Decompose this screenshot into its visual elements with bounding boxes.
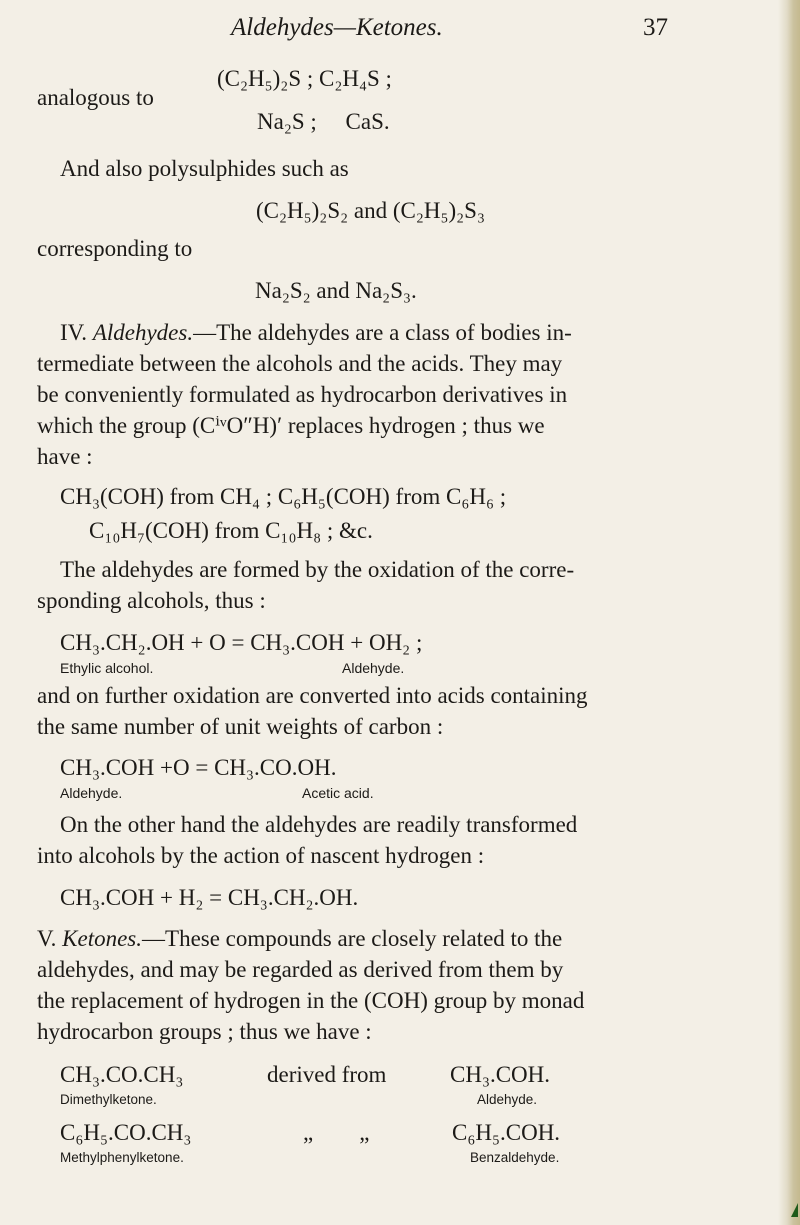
ketone-row-1-label-right: Aldehyde. (477, 1092, 538, 1107)
aldehyde-formula-a: CH₃(COH) from CH₄ ; C₆H₅(COH) from C₆H₆ ; (60, 484, 507, 509)
formula-top-1: (C₂H₅)₂S ; C₂H₄S ; (217, 66, 392, 91)
page-number: 37 (643, 14, 668, 41)
equation-2: CH₃.COH +O = CH₃.CO.OH. (60, 755, 337, 780)
section-4-text-2: termediate between the alcohols and the acids. They may (37, 351, 563, 376)
ketone-row-2-label-left: Methylphenylketone. (60, 1150, 184, 1165)
page-edge-shadow (778, 0, 800, 1225)
equation-1-label-aldehyde: Aldehyde. (342, 660, 405, 676)
ketone-row-1-left: CH₃.CO.CH₃ (60, 1062, 184, 1087)
corresponding-label: corresponding to (37, 236, 193, 261)
section-5-text-1: —These compounds are closely related to the (142, 926, 563, 951)
equation-1-label-ethylic: Ethylic alcohol. (60, 660, 154, 676)
ketone-row-2-right: C₆H₅.COH. (452, 1120, 561, 1145)
oxidation-text-2: sponding alcohols, thus : (37, 588, 266, 613)
equation-3: CH₃.COH + H₂ = CH₃.CH₂.OH. (60, 885, 359, 910)
poly-formula-2: Na₂S₂ and Na₂S₃. (255, 278, 417, 303)
section-4-text-5: have : (37, 444, 93, 469)
ketone-row-1-mid: derived from (267, 1062, 387, 1087)
section-4-text-3: be conveniently formulated as hydrocarbon derivatives in (37, 382, 568, 407)
section-5-text-2: aldehydes, and may be regarded as derived from them by (37, 957, 564, 982)
poly-formula-1: (C₂H₅)₂S₂ and (C₂H₅)₂S₃ (256, 198, 485, 223)
ketone-row-2-mid: „ „ (303, 1120, 370, 1145)
oxidation-text-1: The aldehydes are formed by the oxidation of the corre- (60, 557, 575, 582)
section-4-number: IV. (60, 320, 88, 345)
section-5-heading: Ketones. (62, 926, 143, 951)
ketone-row-2-left: C₆H₅.CO.CH₃ (60, 1120, 192, 1145)
other-hand-text-1: On the other hand the aldehydes are readily transformed (60, 812, 578, 837)
section-4-text-4: which the group (CⁱᵛO″H)′ replaces hydrogen ; thus we (37, 413, 545, 438)
equation-1: CH₃.CH₂.OH + O = CH₃.COH + OH₂ ; (60, 630, 423, 655)
poly-intro: And also polysulphides such as (60, 156, 349, 181)
section-5-text-4: hydrocarbon groups ; thus we have : (37, 1019, 372, 1044)
section-4-first-line (60, 320, 572, 346)
analogous-label: analogous to (37, 85, 154, 110)
aldehyde-formula-b: C₁₀H₇(COH) from C₁₀H₈ ; &c. (89, 518, 373, 543)
section-5-number: V. (37, 926, 57, 951)
other-hand-text-2: into alcohols by the action of nascent hydrogen : (37, 843, 485, 868)
section-5-first-line (37, 926, 562, 952)
section-4-heading: Aldehydes. (92, 320, 194, 345)
section-4-text-1: —The aldehydes are a class of bodies in- (193, 320, 572, 345)
corner-mark (791, 1203, 798, 1217)
section-5-text-3: the replacement of hydrogen in the (COH) group by monad (37, 988, 585, 1013)
further-text-1: and on further oxidation are converted into acids containing (37, 683, 588, 708)
running-header: Aldehydes—Ketones. (231, 14, 443, 41)
further-text-2: the same number of unit weights of carbon : (37, 714, 444, 739)
ketone-row-1-label-left: Dimethylketone. (60, 1092, 157, 1107)
ketone-row-1-right: CH₃.COH. (450, 1062, 551, 1087)
ketone-row-2-label-right: Benzaldehyde. (470, 1150, 560, 1165)
equation-2-label-aldehyde: Aldehyde. (60, 785, 123, 801)
formula-top-2: Na₂S ; CaS. (257, 109, 390, 134)
equation-2-label-acetic: Acetic acid. (302, 785, 374, 801)
